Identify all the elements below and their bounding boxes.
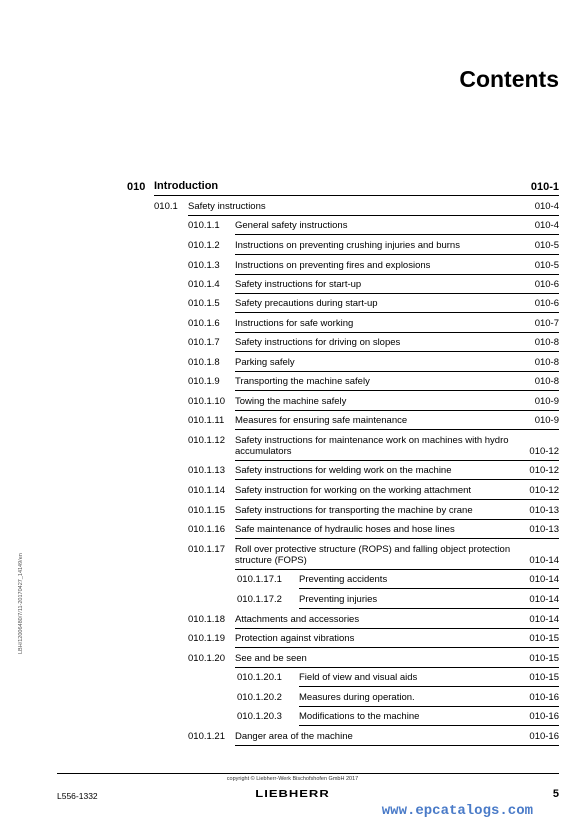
toc-entry-title: Attachments and accessories [235, 614, 360, 625]
brand-logo: LIEBHERR [255, 787, 330, 800]
toc-entry-underline [235, 410, 559, 411]
toc-entry-page: 010-6 [534, 279, 559, 290]
toc-entry-number: 010.1.15 [188, 505, 225, 516]
toc-entry-number: 010.1.9 [188, 376, 220, 387]
copyright-notice: copyright © Liebherr-Werk Bischofshofen GmbH 2017 [226, 776, 359, 782]
toc-entry-title: Safety instructions for maintenance work on machines with hydro accumulators [235, 435, 509, 457]
toc-entry-number: 010.1.12 [188, 435, 225, 446]
toc-entry-page: 010-16 [529, 711, 559, 722]
toc-entry-title: Roll over protective structure (ROPS) and falling object protection structure (FOPS) [235, 544, 511, 566]
toc-entry-page: 010-16 [529, 692, 559, 703]
toc-entry-underline [235, 351, 559, 352]
toc-entry-underline [154, 195, 559, 196]
toc-entry-page: 010-14 [529, 594, 559, 605]
toc-entry-page: 010-5 [534, 240, 559, 251]
toc-entry-page: 010-9 [534, 396, 559, 407]
toc-entry-page: 010-12 [529, 485, 559, 496]
toc-entry-title: Introduction [154, 180, 219, 192]
toc-entry-number: 010.1.20.1 [237, 672, 282, 683]
toc-entry-title: See and be seen [235, 653, 307, 664]
toc-entry-title: Safety instruction for working on the working attachment [235, 485, 472, 496]
footer-divider [57, 773, 559, 774]
toc-entry-title: Modifications to the machine [299, 711, 420, 722]
toc-entry-page: 010-8 [534, 357, 559, 368]
toc-entry-title: Preventing injuries [299, 594, 378, 605]
toc-entry-underline [235, 293, 559, 294]
toc-entry-number: 010.1.7 [188, 337, 220, 348]
toc-entry-title: Safety instructions [188, 201, 266, 212]
toc-entry-title: Field of view and visual aids [299, 672, 418, 683]
toc-entry-underline [299, 706, 559, 707]
toc-entry-underline [235, 254, 559, 255]
toc-entry-underline [235, 312, 559, 313]
toc-entry-title: Instructions on preventing crushing injuries and burns [235, 240, 460, 251]
toc-entry-number: 010.1.17.1 [237, 574, 282, 585]
toc-entry-title: Safety instructions for driving on slopes [235, 337, 401, 348]
toc-entry-number: 010.1.1 [188, 220, 220, 231]
toc-entry-underline [235, 499, 559, 500]
page-title: Contents [459, 66, 559, 92]
toc-entry-underline [235, 628, 559, 629]
toc-entry-page: 010-15 [529, 633, 559, 644]
toc-entry-title: Safe maintenance of hydraulic hoses and hose lines [235, 524, 455, 535]
toc-entry-underline [235, 745, 559, 746]
toc-entry-page: 010-13 [529, 524, 559, 535]
toc-entry-page: 010-13 [529, 505, 559, 516]
toc-entry-number: 010.1.20.2 [237, 692, 282, 703]
toc-entry-underline [235, 234, 559, 235]
toc-entry-number: 010.1.6 [188, 318, 220, 329]
toc-entry-title: Instructions on preventing fires and explosions [235, 260, 431, 271]
toc-entry-number: 010.1.20.3 [237, 711, 282, 722]
document-code: L556-1332 [57, 791, 98, 801]
toc-entry-title: Safety instructions for transporting the machine by crane [235, 505, 473, 516]
toc-entry-underline [188, 215, 559, 216]
toc-entry-underline [235, 332, 559, 333]
toc-entry-number: 010.1.5 [188, 298, 220, 309]
toc-entry-page: 010-8 [534, 376, 559, 387]
toc-entry-underline [235, 519, 559, 520]
toc-entry-page: 010-15 [529, 653, 559, 664]
toc-entry-number: 010.1.13 [188, 465, 225, 476]
toc-entry-underline [235, 667, 559, 668]
toc-entry-number: 010.1.21 [188, 731, 225, 742]
toc-entry-number: 010.1 [154, 201, 178, 212]
toc-entry-number: 010.1.16 [188, 524, 225, 535]
toc-entry-page: 010-4 [534, 201, 559, 212]
toc-entry-title: General safety instructions [235, 220, 348, 231]
toc-entry-number: 010 [127, 181, 146, 193]
toc-entry-page: 010-14 [529, 614, 559, 625]
toc-entry-title: Safety instructions for start-up [235, 279, 362, 290]
toc-entry-title: Towing the machine safely [235, 396, 347, 407]
toc-entry-title: Instructions for safe working [235, 318, 354, 329]
toc-entry-title: Measures for ensuring safe maintenance [235, 415, 408, 426]
toc-entry-title: Protection against vibrations [235, 633, 355, 644]
toc-entry-number: 010.1.17 [188, 544, 225, 555]
toc-entry-page: 010-15 [529, 672, 559, 683]
toc-entry-underline [235, 647, 559, 648]
toc-entry-page: 010-14 [529, 555, 559, 566]
toc-entry-underline [235, 390, 559, 391]
toc-entry-number: 010.1.10 [188, 396, 225, 407]
toc-entry-title: Safety instructions for welding work on the machine [235, 465, 452, 476]
toc-entry-page: 010-5 [534, 260, 559, 271]
toc-entry-underline [299, 608, 559, 609]
toc-entry-title: Preventing accidents [299, 574, 388, 585]
document-reference: LBH/12006480/7/11-20170427_14149/en [18, 553, 24, 654]
toc-entry-number: 010.1.4 [188, 279, 220, 290]
toc-entry-page: 010-4 [534, 220, 559, 231]
toc-entry-underline [235, 429, 559, 430]
toc-entry-underline [235, 569, 559, 570]
toc-entry-page: 010-8 [534, 337, 559, 348]
toc-entry-title: Safety precautions during start-up [235, 298, 378, 309]
toc-entry-number: 010.1.19 [188, 633, 225, 644]
toc-entry-page: 010-12 [529, 446, 559, 457]
toc-entry-page: 010-16 [529, 731, 559, 742]
toc-entry-underline [299, 588, 559, 589]
watermark: www.epcatalogs.com [381, 803, 533, 819]
toc-entry-number: 010.1.11 [188, 415, 225, 426]
toc-entry-underline [235, 371, 559, 372]
toc-entry-page: 010-7 [534, 318, 559, 329]
toc-entry-title: Danger area of the machine [235, 731, 353, 742]
toc-entry-underline [299, 725, 559, 726]
toc-entry-page: 010-14 [529, 574, 559, 585]
toc-entry-page: 010-12 [529, 465, 559, 476]
toc-entry-underline [299, 686, 559, 687]
toc-entry-number: 010.1.18 [188, 614, 225, 625]
toc-entry-page: 010-9 [534, 415, 559, 426]
toc-entry-number: 010.1.2 [188, 240, 220, 251]
toc-entry-page: 010-6 [534, 298, 559, 309]
toc-entry-number: 010.1.14 [188, 485, 225, 496]
toc-entry-number: 010.1.20 [188, 653, 225, 664]
toc-entry-page: 010-1 [530, 181, 559, 193]
toc-entry-underline [235, 274, 559, 275]
toc-entry-underline [235, 538, 559, 539]
page-number: 5 [552, 788, 559, 800]
toc-entry-underline [235, 460, 559, 461]
toc-entry-title: Measures during operation. [299, 692, 415, 703]
toc-entry-number: 010.1.17.2 [237, 594, 282, 605]
toc-entry-number: 010.1.3 [188, 260, 220, 271]
toc-entry-title: Parking safely [235, 357, 295, 368]
toc-entry-number: 010.1.8 [188, 357, 220, 368]
toc-entry-underline [235, 479, 559, 480]
toc-entry-title: Transporting the machine safely [235, 376, 370, 387]
